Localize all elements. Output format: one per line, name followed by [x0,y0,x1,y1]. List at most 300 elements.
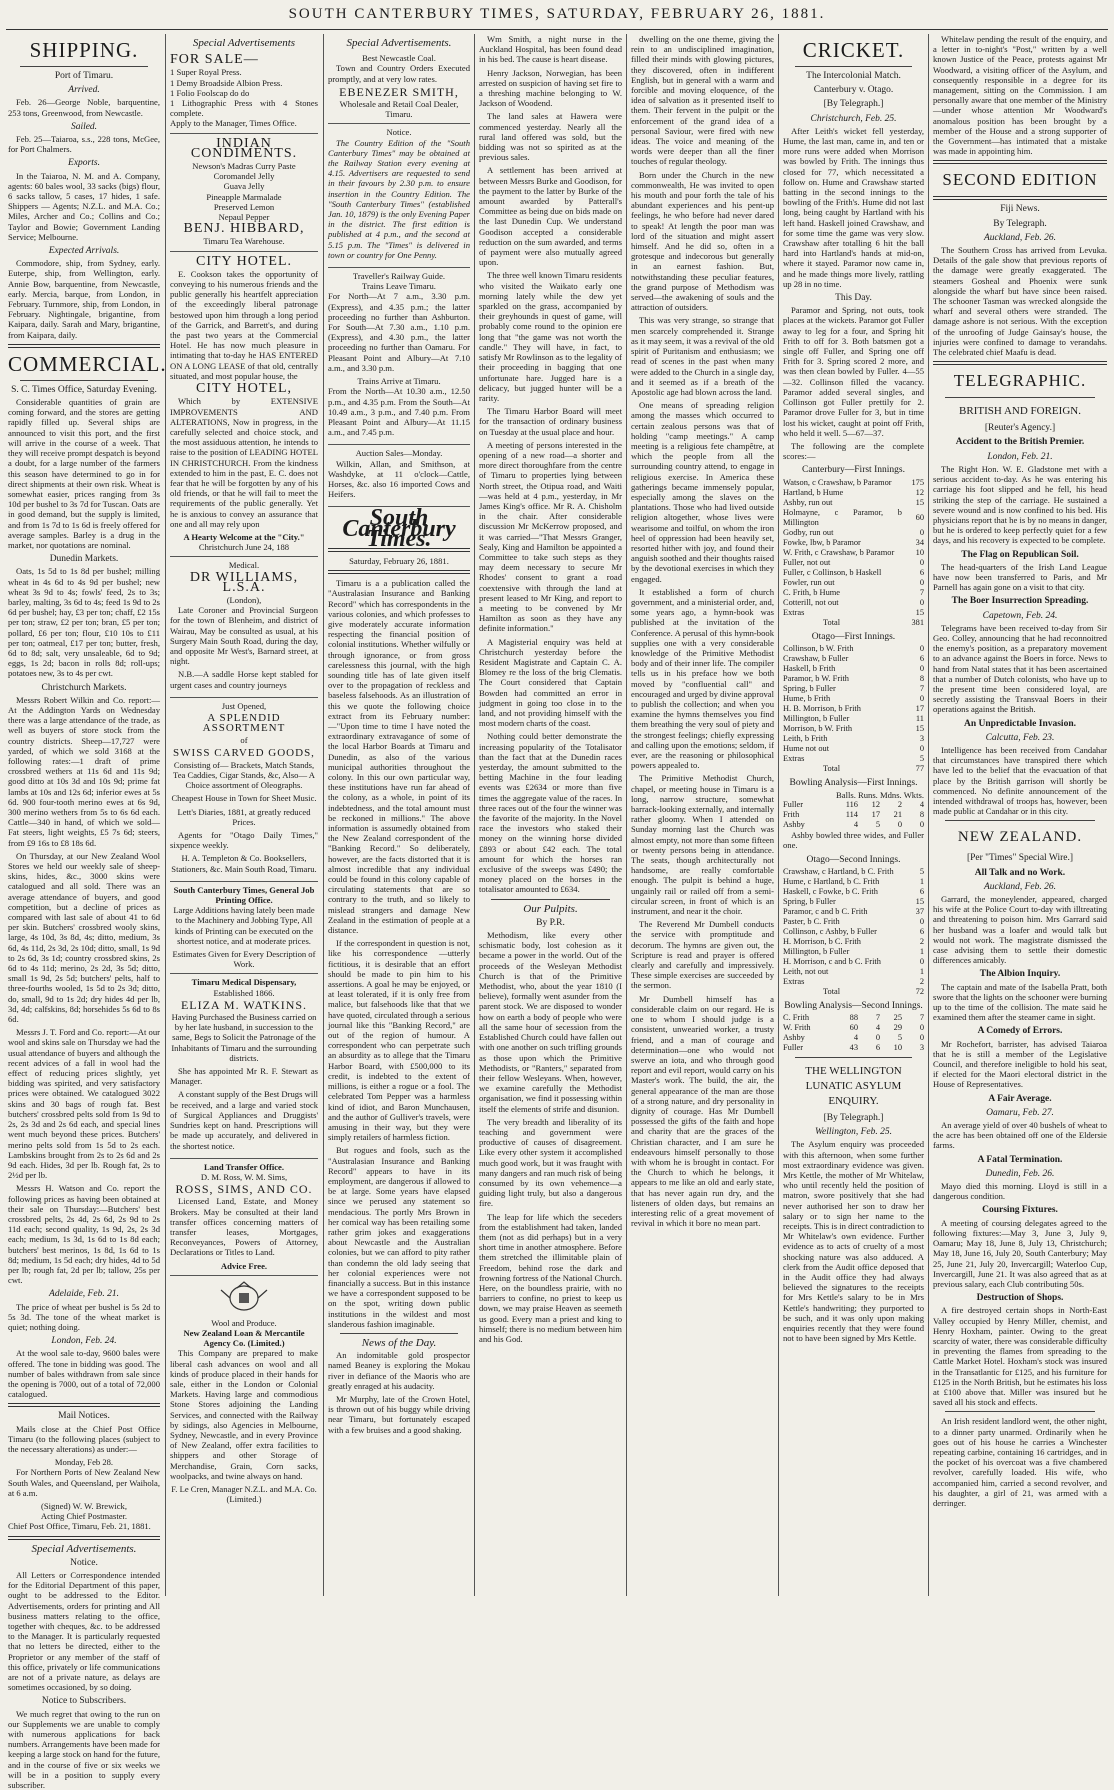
news-item: A meeting of persons interested in the opening of a new road—a shorter and more direct thoroughfare from the centre of Timaru to properties lying between North street, the Otipua road, and Waiti—was held at 4 p.m., yesterday, in Mr James King's office. Mr R. A. Chisholm in the chair. After considerable discussion Mr McKerrow proposed, and it was carried—"That Messrs Granger, Sealy, King and Hamilton be appointed a Committee to take such steps as they may deem necessary to secure Mr Rhodes' consent to grant a road coextensive with through the land at present leased to Mr King, and report to a meeting to be convened by Mr Hamilton as soon as they have any definite information." [479,439,622,634]
city-hotel-text: E. Cookson takes the opportunity of conveying to his numerous friends and the public generally his heartfelt appreciation of the exceedingly liberal patronage bestowed upon him through a long period of the Garrick, and Barrett's, and during the past two years at the Commercial Hotel. He has now much pleasure in intimating that to-day he HAS ENTERED ON A LONG LEASE of that old, centrally situated, and most popular house, the [170,268,318,381]
table-cell-value: 116 [845,800,858,810]
for-sale-apply: Apply to the Manager, Times Office. [170,118,297,129]
pulpits-byline: By P.R. [536,917,565,928]
notice-label: Notice. [386,127,412,138]
editorial-paragraph: But rogues and fools, such as the "Australasian Insurance and Banking Record" appears to have in its employment, are dangerous if allowed to be at large. Some years have elapsed since we perused any statement so mendacious. The portly Mrs Brown in her comical way has been retailing some rather grim jokes and exaggerations about Newcastle and the Australian colonies, but we can afford to pity rather than condemn the old lady seeing that her colonial experiences were not financially a success. But in this instance we have a correspondent supposed to be on the spot, writing down public institutions in the wildest and most slanderous fashion imaginable. [328,1145,470,1329]
lunatic-text-continued: Whitelaw pending the result of the enquiry, and a letter in to-night's "Post," written by a well known Justice of the Peace, protests against Mr Woodward, a visiting officer of the Asylum, and consequently responsible in a degree for its management, sitting on the Commission. I am personally aware that one member of the Ministry—under whose attention Mr Woodward's anomalous position has been brought by a member of the House and a strong supporter of the Government—has intimated that a mistake was made in appointing him. [933,34,1107,157]
editorial-paragraph: Timaru is a a publication called the "Australasian Insurance and Banking Record" which has correspondents in the various colonies, and which professes to give moderately accurate information respecting the financial position of colonial institutions. Whether wilfully or through ignorance, or from gross carelessness this journal, with the high sounding title has of late given itself over to the propagation of reckless and baseless falsehoods. As an illustration of this we quote the following choice extract from its February number:—"Upon time to time I have noted the extraordinary extravagance of some of the local Harbor Boards at Timaru and Dunedin, as also of the various municipal authorities throughout the colony. In this our own particular way, these institutions have run far ahead of the colony, as a whole, in point of its indebtedness, and the total amount must be reckoned in millions." The above information is assumedly obtained from the New Zealand correspondent of the "Banking Record." So deliberately, however, are the facts distorted that it is almost incredible that any individual could be found in this colony capable of circulating statements that are so contrary to the truth, and so likely to mislead strangers and damage New Zealand in the estimation of people at a distance. [328,578,470,936]
city-hotel-title: CITY HOTEL. [195,253,293,269]
table-cell-name: C. Frith, b Hume [783,587,840,597]
fiji-heading: Fiji News. [1000,204,1040,215]
medical-label: Medical. [228,560,260,571]
table-cell-value: 8 [919,810,924,820]
table-cell-value: 5 [875,820,880,830]
scorecard-table [783,478,924,628]
trains-arrive-label: Trains Arrive at Timaru. [357,376,441,387]
news-item: The land sales at Hawera were commenced yesterday. Nearly all the rural land offered was sold, but the bidding was not so spirited as at the previous sales. [479,111,622,163]
table-row: Total 72 [823,986,924,996]
table-cell-value: 6 [919,886,924,896]
divider [945,820,1095,821]
special-wire-label: [Per "Times" Special Wire.] [966,853,1074,864]
dateline: Auckland, Feb. 26. [983,881,1057,892]
divider [795,1057,912,1058]
table-cell-value: 7 [919,1012,924,1022]
table-row [783,867,924,877]
news-text: An average yield of over 40 bushels of wheat to the acre has been obtained off one of the Eldersie farms. [933,1120,1107,1151]
table-row [783,1023,924,1033]
medical-ad [170,557,318,697]
opened-label: Just Opened, [221,700,267,711]
divider [8,1403,160,1407]
coal-ad [328,50,470,124]
watkins-name: ELIZA M. WATKINS. [180,997,308,1012]
dispensary-ad [170,974,318,1158]
table-cell-value: 10 [915,547,924,557]
table-row [783,1043,924,1053]
printing-text: Large Additions having lately been made to the Machinery and Jobbing Type, All kinds of Printing can be executed on the shortest notice, and at moderate prices. [173,905,315,946]
table-cell-value: 0 [919,643,924,653]
table-cell-value: 88 [849,1012,858,1022]
auction-title: Auction Sales—Monday. [355,448,443,459]
for-sale-item: 1 Lithographic Press with 4 Stones complete. [170,98,318,119]
commercial-heading: COMMERCIAL. [8,351,167,376]
dateline: Calcutta, Feb. 23. [985,732,1055,743]
watkins-text-3: A constant supply of the Best Drugs will be received, and a large and varied stock of Surgical Appliances and Druggists' Sundries kept on hand. Prescriptions will be made up accurately, and delivered in the shortest notice. [170,1089,318,1151]
table-row [783,548,924,558]
table-cell-name: Morrison, b W. Frith [783,723,853,733]
table-cell-value: 0 [875,1032,880,1042]
table-cell-value: 175 [911,477,924,487]
table-row [783,478,924,488]
notice-heading: Notice. [70,1557,98,1568]
scores-intro: The following are the complete scores:— [783,440,924,462]
watkins-text: Having Purchased the Business carried on by her late husband, in succession to the same, Begs to Solicit the Patronage of the Inhabitants of Timaru and the surrounding districts. [171,1012,317,1063]
table-cell-value: 0 [919,527,924,537]
news-heading: A Fair Average. [988,1093,1052,1104]
railway-guide [328,268,470,445]
table-row [783,947,924,957]
for-sale-ad [170,50,318,133]
scorecard-table [783,867,924,997]
table-cell-name: Ashby [783,820,805,830]
table-cell-name: H. Morrison, b C. Frith [783,936,861,946]
table-cell-value: 4 [875,1022,880,1032]
table-cell-value: 6 [919,926,924,936]
divider [491,899,610,900]
table-cell-name: Ashby, run out [783,497,833,507]
table-cell-name: Fuller [783,1042,804,1052]
news-item: Wm Smith, a night nurse in the Auckland Hospital, has been found dead in his bed. The cause is heart disease. [479,34,622,65]
column-5 [631,34,774,1596]
swiss-of: of [240,735,248,746]
masthead-rule [6,29,1108,30]
pulpits-heading: Our Pulpits. [523,902,578,915]
table-cell-name: Extras [783,607,805,617]
table-row: Total 381 [823,617,924,627]
pulpits-paragraph: dwelling on the one theme, giving the rein to an undisciplined imagination, filled their minds with glowing pictures, they discovered, often in indifferent English, but in general with a warm and forcible and moving eloquence, of the idea of salvation as it presented itself to them. Their fervent in the pulpit or the enforcement of the grand idea of a personal Saviour, were fired with new ideas. The voice and meaning of the words were deeper than all the finer touches of regular theology. [631,34,774,167]
table-cell-name: Haskell, c Fowke, b C. Frith [783,886,878,896]
port-heading: Port of Timaru. [54,71,114,81]
news-text: Mayo died this morning. Lloyd is still in a dangerous condition. [933,1181,1107,1202]
column-3 [328,34,470,1596]
table-cell-value: 0 [919,1022,924,1032]
divider [945,397,1095,398]
scorecard-table [783,644,924,774]
ford-report: Messrs J. T. Ford and Co. report:—At our wool and skins sale on Thursday we had the usual attendance of buyers and although the recent advices of a fall in wool had the effect of reducing prices slightly, yet bidding was spirited, and very satisfactory prices were obtained. We catalogued 3022 skins and 30 bags of rough fat. Best butchers' crossbred pelts sold from 1s 9d to 2s, 2s 3d and 2s 6d each, and special lines went much beyond these prices. Butchers' merino pelts sold from 1s 5d to 2s each. Lambskins brought from 2s to 2s 6d and 2s 9d each. Hides, 3d per lb. Rough fat, 2s to 2½d per lb. [8,1027,160,1181]
swiss-title: A SPLENDID ASSORTMENT [202,711,286,735]
news-text: The Right Hon. W. E. Gladstone met with a serious accident to-day. As he was entering his carriage his foot slipped and he fell, his head striking the step of the carriage. He sustained a severe wound and is now confined to his bed. His physicians report that he is by no means in danger, but he is ordered to keep perfectly quiet for a few days, and his recovery is expected to be complete. [933,463,1107,546]
table-cell-value: 29 [893,1022,902,1032]
sailed-text: Feb. 25—Taiaroa, s.s., 228 tons, McGee, for Port Chalmers. [8,134,160,155]
arrived-text: Feb. 26—George Noble, barquentine, 253 tons, Greenwood, from Newcastle. [8,97,160,118]
table-cell-value: 6 [919,567,924,577]
column-divider [474,34,475,1596]
pulpits-paragraph: The Primitive Methodist Church, chapel, or meeting house in Timaru is a long, narrow structure, somewhat barrack-looking externally, and internally rather gloomy. When I attended on Sunday morning last the Church was almost empty, not more than some fifteen or twenty persons being in attendance. The seats, though architecturally not handsome, are really comfortable enough. The pulpit is behind a huge, ungainly rail or railed off from a semi-circular screen, in front of which is an instrument, and near it the choir. [631,773,774,917]
land-transfer-ad [170,1159,318,1276]
editorial-paragraph: If the correspondent in question is not, like his correspondence —utterly fictitious, it is desirable that an effort should be made to pin him to his assertions. A goal he may be enjoyed, or at least tolerated, if it is only free from malice, but falsehoods like that that we have quoted, circulated through a serious journal like this "Banking Record," are out of the region of humour. A correspondent who can perpetrate such an absurdity as to allege that the Timaru Harbor Board, with £500,000 to its credit, is indebted to the extent of millions, is either a rogue or a fool. The celebrated Tom Pepper was a harmless kind of idiot, and Baron Munchausen, and the author of Gulliver's travels, were amusing in their way, but they were simply retailers of harmless fiction. [328,938,470,1143]
mail-signed-2: Acting Chief Postmaster. [40,1511,128,1522]
subscribers-text: We much regret that owing to the run on our Supplements we are unable to comply with numerous applications for back numbers. Arrangements have been made for keeping a large stock on hand for the future, and in the course of five or six weeks we will be in a position to supply every subscriber. [8,1708,160,1790]
column-4 [479,34,622,1596]
table-cell-value: 10 [893,1042,902,1052]
table-cell-name: Ashby [783,1032,805,1042]
table-cell-value: 5 [919,753,924,763]
dateline: Wellington, Feb. 25. [815,1127,892,1138]
mail-date: Chief Post Office, Timaru, Feb. 21, 1881. [8,1521,151,1532]
bowling-columns: Balls. Runs. Mdns. Wkts. [836,789,924,800]
london-text: At the wool sale to-day, 9600 bales were offered. The tone in bidding was good. The number of bales withdrawn from sale since the opening is 7000, out of a total of 72,000 catalogued. [8,1348,160,1400]
dunedin-text: Oats, 1s 5d to 1s 8d per bushel; milling wheat in 4s 6d to 4s 9d per bushel; new wheat 3s 9d to 4s; fowls' feed, 2s to 3s; barley, malting, 3s 6d to 4s; feed 1s 9d to 2s 6d per bushel; hay, £3 per ton; chaff, £2 15s per ton; straw, £2 per ton; bran, £5 per ton; pollard, £6 per ton; flour, £10 10s to £11 per ton; oatmeal, £17 per ton; butter, fresh, 6d to 8d; salt, very unsaleable, 6d to 9d; eggs, 1s 2d; bacon in rolls 8d; roll-ups; potatoes new, 3s to 4s per cwt. [8,566,160,679]
table-cell-name: Frith [783,810,800,820]
for-sale-item: 1 Super Royal Press. [170,67,242,78]
british-foreign-heading: BRITISH AND FOREIGN. [959,405,1081,418]
table-row [783,578,924,588]
land-advice: Advice Free. [220,1260,268,1271]
column-1 [8,34,167,1790]
divider [8,1536,160,1540]
table-cell-value: 0 [919,820,924,830]
column-6 [783,34,924,1596]
special-ads-heading: Special Advertisements [192,37,296,49]
news-item: Nothing could better demonstrate the increasing popularity of the Totalisator than the fact that at the Dunedin races yesterday, the amount submitted to the betting Machine in the four leading events was £2634 or more than five times the aggregate value of the races. In three races out of the four the winner was the favorite of the majority. In the Novel race the investors who staked their money on the winning horse divided £893 or about £42 each. The total amount for which the horses ran exclusive of the sweeps was £490; the money placed on the horses in the totalisator amounted to £634. [479,731,622,895]
table-cell-name: Cotterill, not out [783,597,839,607]
table-row [783,1033,924,1043]
table-cell-value: 2 [919,936,924,946]
table-row [783,977,924,987]
table-cell-value: 4 [919,800,924,810]
adelaide-text: The price of wheat per bushel is 5s 2d to 5s 3d. The tone of the wheat market is quiet; nothing doing. [8,1301,160,1332]
table-cell-name: Spring, b Fuller [783,896,836,906]
lunatic-text: The Asylum enquiry was proceeded with this afternoon, when some further most extraordinary evidence was given. Mrs Kettle, the mother of Mr Whitelaw, who until recently held the position of matron, swore positively that she had never authorised her son to draw her salary or to sign her name to the receipts. This is in direct contradiction to Mr Whitelaw's own evidence. Further evidence as to acts of cruelty of a most shocking nature was also adduced. A clerk from the Audit office deposed that in the Audit office they had always believed the signatures to the receipts for Mrs Kettle's salary to be in Mrs Kettle's handwriting; they purported to be such, and it was only upon making enquiries recently that they were found not to have been signed by Mrs Kettle. [783,1139,924,1344]
table-cell-name: Extras [783,753,805,763]
table-row [783,684,924,694]
table-row [783,724,924,734]
bowling-note: Ashby bowled three wides, and Fuller one. [783,830,924,851]
table-cell-value: 0 [919,693,924,703]
williams-name: DR WILLIAMS, L.S.A. [189,569,299,595]
table-cell-value: 4 [853,820,858,830]
table-cell-value: 15 [915,723,924,733]
news-item: A Magisterial enquiry was held at Christchurch yesterday before the Resident Magistrate and Captain C. A. Blomey re the loss of the brig Clematis. The Court considered that Captain Bowden had committed an error in judgment in going too close in to the land, and not providing himself with the most modern charts of the coast. [479,636,622,729]
table-cell-value: 17 [871,810,880,820]
table-row [783,644,924,654]
table-cell-name: Millington, b Fuller [783,713,850,723]
mail-line-2: For Northern Ports of New Zealand New South Wales, and Queensland, per Waihola, at 6 a.m. [8,1467,160,1498]
table-cell-name: Leith, b Frith [783,733,828,743]
table-cell-name: Leith, not out [783,966,829,976]
otago-agents: Agents for "Otago Daily Times," sixpence weekly. [170,830,318,851]
bowling-table [783,800,924,830]
column-divider [323,34,324,1596]
column-2 [170,34,318,1596]
table-cell-name: Crawshaw, c Hartland, b C. Frith [783,866,894,876]
table-cell-name: Fowke, lbw, b Paramor [783,537,861,547]
lunatic-heading: THE WELLINGTON LUNATIC ASYLUM ENQUIRY. [805,1064,902,1107]
christchurch-text: Messrs Robert Wilkin and Co. report:—At the Addington Yards on Wednesday there was a large attendance of the trade, as well as buyers of store stock from the country districts. Sheep—17,727 were yarded, of which we sold 3168 at the following rates:—1 draft of prime crossbred wethers at 11s 6d and 11s 9d; good ditto at 10s 3d and 10s 9d; prime fat lambs at 10s and 12s 6d; inferior ewes at 5s 6d. 900 four-tooth merino ewes at 6s 9d, 300 merino wethers from 5s to 6s 6d each. Cattle—340 in hand, of which we sold—Fat steers, light weights, £5 7s 6d; steers, from £9 16s to £8 18s 6d. [8,694,160,848]
table-row [783,714,924,724]
news-text: A fire destroyed certain shops in North-East Valley occupied by Henry Miller, chemist, and Henry Hoxham, painter. Owing to the great scarcity of water, there was considerable difficulty in preventing the flames from spreading to the Cattle Market Hotel. Hoxham's stock was insured in the Transatlantic for £125, and his furniture for £125 in the North British, but he estimates his loss at £100 above that. Miller was insured but he saved all his stock and effects. [933,1305,1107,1408]
subscribers-heading: Notice to Subscribers. [41,1696,127,1707]
table-cell-value: 60 [915,512,924,522]
table-cell-name: Paramor, b W. Frith [783,673,849,683]
table-cell-name: W. Frith, c Crawshaw, b Paramor [783,547,895,557]
table-cell-value: 0 [919,743,924,753]
for-sale-item: 1 Demy Broadside Albion Press. [170,77,283,88]
table-cell-value: 12 [915,487,924,497]
table-cell-value: 0 [919,916,924,926]
news-heading: All Talk and no Work. [974,867,1066,878]
table-cell-value: 15 [915,497,924,507]
table-cell-name: Watson, c Crawshaw, b Paramor [783,477,892,487]
mail-text: Mails close at the Chief Post Office Timaru (to the following places (subject to the necessary alterations) as under:— [8,1423,160,1454]
table-cell-name: Fowler, run out [783,577,835,587]
for-sale-item: 1 Folio Foolscap do do [170,87,250,98]
watson-report: Messrs H. Watson and Co. report the following prices as having been obtained at their sale on Thursday:—Butchers' best crossbred pelts, 2s 4d, 2s 6d, 2s 9d to 2s 11d each; second quality, 1s 9d, 2s, 2s 3d each; medium, 1s 3d, 1s 6d to 1s 8d each; butchers' best merinos, 1s 8d, 1s 6d to 1s 8d; medium, 1s 5d each; dry hides, 4d to 5d per lb; rough fat, 2d per lb; tallow, 25s per cwt. [8,1183,160,1286]
table-cell-name: Millington, b Fuller [783,946,850,956]
condiments-title: INDIAN CONDIMENTS. [190,135,298,161]
divider [8,344,160,348]
table-cell-name: H. B. Morrison, b Frith [783,703,861,713]
shipping-heading: SHIPPING. [29,38,139,62]
table-row [783,820,924,830]
expected-text: Commodore, ship, from Sydney, early. Euterpe, ship, from Wellington, early. Annie Bow, barquentine, from Newcastle, early. Mercia, barque, from London, in February. Turnmore, ship, from London, in February. Nightingale, brigantine, from Kaipara, daily. Sarah and Mary, brigantine, from Kaipara, daily. [8,258,160,340]
column-divider [928,34,929,1596]
nz-loan-ad [170,1280,318,1505]
auction-text: Wilkin, Allan, and Smithson, at Washdyke, at 11 o'clock—Cattle, Horses, &c. also 16 imported Cows and Heifers. [328,458,470,500]
city-hotel-date: Christchurch June 24, 188 [198,542,290,553]
table-row [783,704,924,714]
table-row [783,907,924,917]
city-hotel-ad [170,252,318,558]
paper-date: Saturday, February 26, 1881. [349,555,449,566]
city-hotel-welcome: A Hearty Welcome at the "City." [183,531,305,542]
news-heading: Destruction of Shops. [976,1293,1064,1304]
table-cell-value: 0 [919,663,924,673]
smith-sub: Wholesale and Retail Coal Dealer, Timaru. [339,99,459,120]
table-cell-name: Hume, c Hartland, b C. Frith [783,876,880,886]
table-cell-value: 6 [919,653,924,663]
table-cell-value: 8 [919,673,924,683]
table-cell-value: 3 [919,1042,924,1052]
exports-label: Exports. [68,158,100,169]
condiment-item: Guava Jelly [223,181,265,192]
pulpits-paragraph: The leap for life which the seceders from the establishment had taken, landed them (not as did perhaps) but in a very short time in another atmosphere. Before them stretched the illimitable plain of Freedom, behind rose the dark and frowning fortress of the National Church. Here, on the boundless prairie, with no barriers to confine, no priest to keep us down, we may praise Heaven as seemeth us good. Every man a priest and king to himself; there is no medium between him and his God. [479,1211,622,1344]
printing-office-ad [170,882,318,975]
office-line: S. C. Times Office, Saturday Evening. [11,384,157,395]
table-cell-name: Holmayne, c Paramor, b Millington [783,507,902,527]
news-item: Henry Jackson, Norwegian, has been arrested on suspicion of having set fire to a threshing machine belonging to W. Jackson of Woodend. [479,67,622,109]
trains-leave-label: Trains Leave Timaru. [362,281,436,292]
divider [20,380,148,381]
table-cell-value: 6 [875,1042,880,1052]
table-cell-value: 7 [875,1012,880,1022]
for-sale-title: FOR SALE— [170,52,259,68]
news-item: An indomitable gold prospector named Beaney is exploring the Mokau river in defiance of the Maoris who are greatly enraged at his audacity. [328,1350,470,1391]
table-cell-name: Fuller [783,800,804,810]
divider [933,361,1107,365]
dateline: Christchurch, Feb. 25. [810,113,897,124]
table-cell-name: H. Morrison, c and b C. Frith [783,956,881,966]
table-row [783,498,924,508]
this-day-heading: This Day. [835,293,872,304]
railway-text-2: From the North—At 10.30 a.m., 12.50 p.m., and 4.35 p.m. From the South—At 10.49 a.m., 3 p.m., and 7.40 p.m. From Pleasant Point and Albury—At 11.15 a.m., and 7.45 p.m. [328,386,470,438]
mail-line-1: Monday, Feb 28. [54,1457,114,1468]
table-cell-name: Fuller, not out [783,557,831,567]
christchurch-heading: Christchurch Markets. [41,682,127,693]
condiment-item: Newson's Madras Curry Paste [192,161,296,172]
innings-heading: Canterbury—First Innings. [802,465,905,476]
table-cell-name: Hume not out [783,743,830,753]
table-row [783,927,924,937]
divider [340,1333,458,1334]
city-hotel-text-2: Which by EXTENSIVE IMPROVEMENTS AND ALTERATIONS, Now in progress, in the carefully selected and choice stock, and the most assiduous attention, he intends to raise to the position of LEADING HOTEL IN CHRISTCHURCH. From the kindness extended to him in the past, E. C. does not fear that he will be forgotten by any of his old friends, or that he will fail to meet the requirements of the public generally. Yet he is anxious to convey an assurance that one and all may rely upon [170,396,318,529]
diaries-text: Lett's Diaries, 1881, at greatly reduced Prices. [177,806,311,827]
match-report: Paramor and Spring, not outs, took places at the wickets. Paramor got Fuller away to leg for a four, and Spring hit Frith to off for 3. Both batsmen got a single off Fuller, and Spring one off Frith for 3. Spring scored 2 more, and was then clean bowled by Fuller. 4—55—32. Collinson filled the vacancy. Paramor added several singles, and Collinson got Fuller prettily for 2. Paramor drove Fuller for 3, but in time lost his wicket, caught at point off Frith, who held it well. 5—67—37. [783,305,924,438]
news-text: Mr Rochefort, barrister, has advised Taiaroa that he is still a member of the Legislative Council, and therefore ineligible to hold his seat, if elected for the Maori electoral district in the House of Representatives. [933,1038,1107,1090]
table-cell-value: 4 [853,1032,858,1042]
table-cell-value: 0 [919,577,924,587]
pulpits-paragraph: It established a form of church government, and a ministerial order, and, some years ago, a hymn-book was published at the invitation of the Conference. A perusal of this hymn-book supplies one with a very considerable knowledge of the Primitive Methodist body and of their inner life. The compiler tells us in his preface how we both moved by "confluential call" and encouraged and urged by divine approval to publish the collection; and when you examine the hymns themselves you find them breathing the very soul of piety and the strongest feelings; chiefly expressing and calling upon the emotions; seldom, if ever, are the reasoning or philosophical powers appealed to. [631,586,774,771]
news-text: Telegrams have been received to-day from Sir Geo. Colley, announcing that he had reconnoitred the enemy's position, as a preparatory movement to an advance against the Boers in force. News to hand from Natal states that it has been ascertained that a number of Dutch colonists, who have up to the present time been considered loyal, are secretly assisting the Transvaal Boers in their operations against the British. [933,622,1107,715]
arrived-label: Arrived. [68,85,100,96]
bowling-heading: Bowling Analysis—Second Innings. [784,1000,923,1011]
news-heading: The Flag on Republican Soil. [961,549,1079,560]
table-cell-name: C. Frith [783,1012,810,1022]
table-row [783,664,924,674]
dateline: Dunedin, Feb. 26. [985,1168,1055,1179]
table-row [783,937,924,947]
condiments-ad [170,134,318,252]
news-text: The head-quarters of the Irish Land League have now been transferred to Paris, and Mr Parnell has again gone on a visit to that city. [933,561,1107,593]
table-cell-value: 21 [893,810,902,820]
table-cell-value: 1 [919,876,924,886]
pulpits-paragraph: This was very strange, so strange that men scarcely comprehended it. Strange as it may seem, it was a revival of the old spirit of Puritanism and enthusiasm; we read of scenes in the past when many were added to the Church in a single day, and it seemed as if a breath of the Apostolic age had blown across the land. [631,315,774,397]
column-7 [933,34,1107,1596]
expected-label: Expected Arrivals. [48,246,120,257]
pulpits-paragraph: Mr Dumbell himself has a considerable claim on our regard. He is one to whom I should judge is a consistent, unwearied worker, a trusty friend, and a man of courage and determination—one who would not swerve an iota, and who through good report and evil report, would carry on his Master's work. The build, the air, the general appearance of the man are those of a strong nature, and dry personality in dignity of courage. Has Mr Dumbell possessed the gifts of the faith and hope and charity that are the graces of the Christian character, and I am sure he endeavours himself personally to those with whom he is brought in contact. For the Church to which he belongs, it appears to me like an old and early state, that has never again run dry, and the listeners of olden days, but remains an interesting relic of a great movement of revival in which it bore no mean part. [631,993,774,1229]
table-row [783,508,924,528]
column-divider [626,34,627,1596]
table-row [783,744,924,754]
table-cell-value: 5 [897,1032,902,1042]
coal-title: Best Newcastle Coal. [362,53,436,64]
table-row [783,897,924,907]
smith-name: EBENEZER SMITH, [339,84,459,99]
table-cell-name: Godby, run out [783,527,834,537]
divider [20,66,148,67]
swiss-music: Cheapest House in Town for Sheet Music. [171,793,317,804]
table-row [783,608,924,618]
table-row [783,488,924,498]
second-edition-heading: SECOND EDITION [942,170,1098,190]
nz-loan-text: This Company are prepared to make liberal cash advances on wool and all kinds of produce placed in their hands for sale, either in the London or Colonial Markets. Having large and commodious Stone Stores adjoining the Landing Services, and connected with the Railway by sidings, also Agencies in Melbourne, Sydney, Newcastle, and in every Province of New Zealand, offer extra facilities to shippers and other Storage of Merchandise, Grain, Corn sacks, woolpacks, and twine always on hand. [170,1348,318,1481]
dispensary-established: Established 1866. [213,987,275,998]
news-text: A meeting of coursing delegates agreed to the following fixtures:—May 3, June 3, July 9, Oamaru; May 18, June 8, July 13, Christchurch; May 18, June 16, July 20, South Canterbury; May 25, June 21, July 20, Invercargill; Waterloo Cup, Invercargill, June 21. It was also agreed that as at previous salary, each Club contributing 50s. [933,1217,1107,1289]
table-cell-value: 15 [915,607,924,617]
hibbard-sub: Timaru Tea Warehouse. [203,236,285,247]
table-cell-name: Crawshaw, b Fuller [783,653,849,663]
table-cell-value: 43 [849,1042,858,1052]
table-cell-value: 12 [871,800,880,810]
commercial-text: Considerable quantities of grain are coming forward, and the stores are getting rapidly filled up. Several ships are announced to visit this port, and the first will arrive in the course of a week. That they will receive prompt despatch is beyond a doubt, for a large number of the farmers this season have determined to go in for direct shipments at their own risk. Wheat is somewhat easier, prices ranging from 3s 10d per bushel to 3s 7d for Tuscan. Oats are in good demand, but the supply is limited, and from 1s 7d to 1s 6d is freely offered for average samples. Barley is a drug in the market, nor quotations are nominal. [8,397,160,550]
table-row [783,957,924,967]
table-cell-value: 2 [919,976,924,986]
dateline: London, Feb. 21. [987,451,1053,462]
table-cell-name: Collinson, c Ashby, b Fuller [783,926,877,936]
dateline: Oamaru, Feb. 27. [986,1107,1054,1118]
railway-text: For North—At 7 a.m., 3.30 p.m. (Express), and 4.35 p.m.; the latter proceeding no further than Ashburton. For South—At 7.30 a.m., 1.10 p.m. (Express), and 4.30 p.m., the latter proceeding no further than Oamaru. For Pleasant Point and Albury—At 7.10 a.m., and 3.30 p.m. [328,291,470,373]
table-cell-name: Spring, b Fuller [783,683,836,693]
news-heading: Accident to the British Premier. [955,437,1085,448]
railway-title: Traveller's Railway Guide. [352,271,446,282]
cricket-heading: CRICKET. [802,38,905,62]
london-heading: London, Feb. 24. [51,1336,117,1347]
table-cell-value: 25 [893,1012,902,1022]
masthead: SOUTH CANTERBURY TIMES, SATURDAY, FEBRUARY 26, 1881. [288,6,826,22]
table-row [783,654,924,664]
table-cell-value: 3 [919,733,924,743]
by-telegraph: [By Telegraph.] [823,99,884,110]
dunedin-heading: Dunedin Markets. [49,554,119,565]
divider [328,570,470,574]
table-cell-name: Paster, b C. Frith [783,916,840,926]
dateline: Capetown, Feb. 24. [982,610,1058,621]
christchurch-text-2: On Thursday, at our New Zealand Wool Stores we held our weekly sale of sheep-skins, hides, &c., 3000 skins were catalogued and all sold. There was an average attendance of buyers, and good competition, but a decline of prices as compared with last sale of about 41 to 6d per skin. Butchers' crossbred wooly skins, large, 4s 10d, 3s 8d, 4s; ditto, medium, 3s 6d, 4s 11d, 2s 3d, 2s 10d; ditto, small, 1s 9d to 2s 6d, 3s 1d; country crossbred skins, 2s 6d to 4s 11d; merino, 2s 2d, 3s 5d; ditto, small 1s 9d, 2s 5d; butchers' pelts, half to three-fourths wooled, 1s 5d to 2s 3d; ditto, do, small, 9d to 1s 2d; dry hides 4d per lb, 3d, 4d; calfskins, 8d; horsehides 5s 6d to 8s 6d. [8,850,160,1025]
news-item: A settlement has been arrived at between Messrs Burke and Goodison, for the payment to the latter by Burke of the amount awarded by Patterall's Committee as being due on bids made on the last Dunedin Cup. We understand Goodison accepted a considerable reduction on the sum awarded, and terms of payment were also mutually agreed upon. [479,165,622,268]
land-text: Licensed Land, Estate, and Money Brokers. May be consulted at their land transfer offices concerning matters of transfer leases, Mortgages, Reconveyances, Powers of Attorney, Declarations or Titles to Land. [170,1196,318,1258]
country-edition-notice [328,124,470,268]
news-heading: A Fatal Termination. [977,1154,1063,1165]
sailed-label: Sailed. [70,121,98,132]
nz-loan-title: New Zealand Loan & Mercantile Agency Co. (Limited.) [183,1327,305,1349]
watkins-text-2: She has appointed Mr R. F. Stewart as Manager. [170,1066,318,1087]
innings-heading: Otago—First Innings. [811,631,896,642]
printing-title: South Canterbury Times, General Job Printing Office. [173,884,315,906]
coat-of-arms-icon [219,1280,269,1314]
news-text: Intelligence has been received from Candahar that circumstances have transpired there which have led to the belief that the evacuation of that place by the British garrison will shortly be commenced. No definite announcement of the intended withdrawal of troops has, however, been made public at Candahar or in this city. [933,744,1107,817]
by-telegraph: By Telegraph. [993,218,1047,229]
pulpits-paragraph: Born under the Church in the new commonwealth, He was invited to open his mouth and pour forth the tale of his abundant experiences and his pent-up feelings, he who before had never dared to speak! At length the poor man was lord of the situation and might assert himself. And he did so, often in a grotesque and indecorous but generally in an earnest fashion. But, notwithstanding these peculiar features, the grand purpose of Methodism was served—the awakening of souls and the attraction of outsiders. [631,169,774,313]
table-cell-value: 114 [845,810,858,820]
table-row [783,528,924,538]
table-cell-name: Extras [783,976,805,986]
land-names: D. M. Ross, W. M. Sims, [200,1171,288,1182]
table-row: Total 77 [823,763,924,773]
table-row [783,877,924,887]
condiment-item: Preserved Lemon [213,201,275,212]
match-sub: Canterbury v. Otago. [813,85,894,96]
table-cell-value: 7 [919,683,924,693]
